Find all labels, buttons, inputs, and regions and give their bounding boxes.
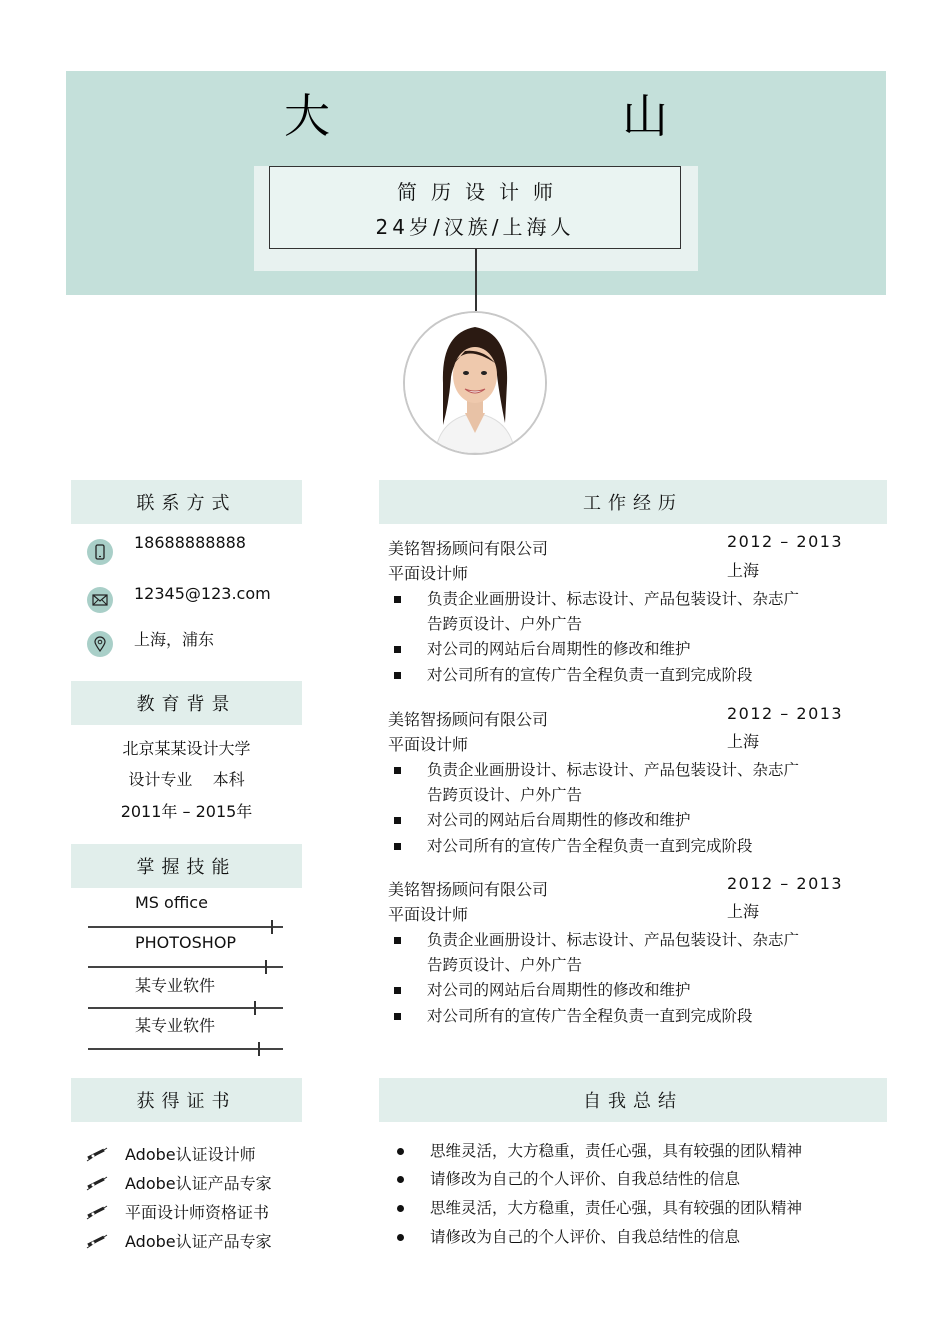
study-period: 2011年 – 2015年	[120, 802, 253, 821]
job-city: 上海	[727, 732, 760, 751]
job-title: 平面设计师	[388, 735, 469, 754]
name-first-char: 大	[284, 89, 330, 143]
job-duty: 告跨页设计、户外广告	[427, 615, 583, 633]
education-section-header	[71, 681, 302, 725]
title-box	[269, 166, 681, 249]
profile-photo	[403, 311, 547, 455]
job-date: 2012 – 2013	[727, 874, 844, 893]
job-duty: 对公司的网站后台周期性的修改和维护	[427, 640, 691, 658]
bullet	[394, 987, 401, 994]
job-date: 2012 – 2013	[727, 532, 844, 551]
connector-line	[475, 249, 477, 311]
cert-item: Adobe认证产品专家	[125, 1174, 272, 1193]
diploma-icon	[85, 1233, 109, 1253]
cert-item: Adobe认证设计师	[125, 1145, 256, 1164]
email-address: 12345@123.com	[134, 584, 271, 603]
job-city: 上海	[727, 902, 760, 921]
skill-name: 某专业软件	[135, 1016, 216, 1035]
bullet	[394, 596, 401, 603]
bullet	[394, 817, 401, 824]
skills-section-header	[71, 844, 302, 888]
bullet	[397, 1234, 404, 1241]
job-title: 平面设计师	[388, 905, 469, 924]
phone-number: 18688888888	[134, 533, 246, 552]
skill-bar	[88, 966, 283, 968]
skill-name: 某专业软件	[135, 976, 216, 995]
skill-bar	[88, 1048, 283, 1050]
job-duty: 对公司的网站后台周期性的修改和维护	[427, 981, 691, 999]
bullet	[397, 1148, 404, 1155]
skill-bar	[88, 926, 283, 928]
phone-icon	[87, 539, 113, 565]
summary-item: 请修改为自己的个人评价、自我总结性的信息	[430, 1170, 741, 1188]
summary-item: 请修改为自己的个人评价、自我总结性的信息	[430, 1228, 741, 1246]
summary-item: 思维灵活，大方稳重，责任心强，具有较强的团队精神	[430, 1142, 803, 1160]
school-name: 北京某某设计大学	[122, 739, 251, 758]
education-section-title: 教育背景	[136, 694, 237, 715]
certs-section-title: 获得证书	[136, 1091, 237, 1112]
skill-name: PHOTOSHOP	[135, 933, 237, 952]
summary-section-header	[379, 1078, 887, 1122]
job-duty: 告跨页设计、户外广告	[427, 786, 583, 804]
job-subtitle: 简历设计师	[397, 180, 567, 204]
job-company: 美铭智扬顾问有限公司	[388, 710, 549, 729]
major-degree: 设计专业 本科	[128, 770, 245, 789]
bullet	[394, 767, 401, 774]
job-title: 平面设计师	[388, 564, 469, 583]
job-duty: 负责企业画册设计、标志设计、产品包装设计、杂志广	[427, 931, 800, 949]
job-company: 美铭智扬顾问有限公司	[388, 539, 549, 558]
diploma-icon	[85, 1146, 109, 1166]
job-duty: 对公司的网站后台周期性的修改和维护	[427, 811, 691, 829]
cert-item: Adobe认证产品专家	[125, 1232, 272, 1251]
cert-item: 平面设计师资格证书	[125, 1203, 270, 1222]
work-section-header	[379, 480, 887, 524]
job-duty: 告跨页设计、户外广告	[427, 956, 583, 974]
bullet	[397, 1205, 404, 1212]
location-pin-icon	[87, 631, 113, 657]
bullet	[394, 1013, 401, 1020]
contact-section-title: 联系方式	[136, 493, 237, 514]
bullet	[394, 937, 401, 944]
bullet	[394, 646, 401, 653]
job-company: 美铭智扬顾问有限公司	[388, 880, 549, 899]
diploma-icon	[85, 1204, 109, 1224]
skill-level-marker	[258, 1042, 260, 1056]
home-address: 上海，浦东	[134, 630, 215, 649]
skill-level-marker	[271, 920, 273, 934]
certs-section-header	[71, 1078, 302, 1122]
contact-section-header	[71, 480, 302, 524]
mail-icon	[87, 587, 113, 613]
job-duty: 负责企业画册设计、标志设计、产品包装设计、杂志广	[427, 761, 800, 779]
summary-item: 思维灵活，大方稳重，责任心强，具有较强的团队精神	[430, 1199, 803, 1217]
summary-section-title: 自我总结	[583, 1091, 683, 1112]
job-duty: 对公司所有的宣传广告全程负责一直到完成阶段	[427, 666, 753, 684]
job-city: 上海	[727, 561, 760, 580]
job-duty: 负责企业画册设计、标志设计、产品包装设计、杂志广	[427, 590, 800, 608]
skill-level-marker	[265, 960, 267, 974]
skill-level-marker	[254, 1001, 256, 1015]
bullet	[394, 843, 401, 850]
name-last-char: 山	[622, 89, 668, 143]
personal-info: 24岁/汉族/上海人	[375, 215, 575, 239]
job-date: 2012 – 2013	[727, 704, 844, 723]
work-section-title: 工作经历	[583, 493, 683, 514]
job-duty: 对公司所有的宣传广告全程负责一直到完成阶段	[427, 837, 753, 855]
skill-name: MS office	[135, 893, 208, 912]
skills-section-title: 掌握技能	[136, 857, 237, 878]
bullet	[397, 1176, 404, 1183]
diploma-icon	[85, 1175, 109, 1195]
job-duty: 对公司所有的宣传广告全程负责一直到完成阶段	[427, 1007, 753, 1025]
bullet	[394, 672, 401, 679]
